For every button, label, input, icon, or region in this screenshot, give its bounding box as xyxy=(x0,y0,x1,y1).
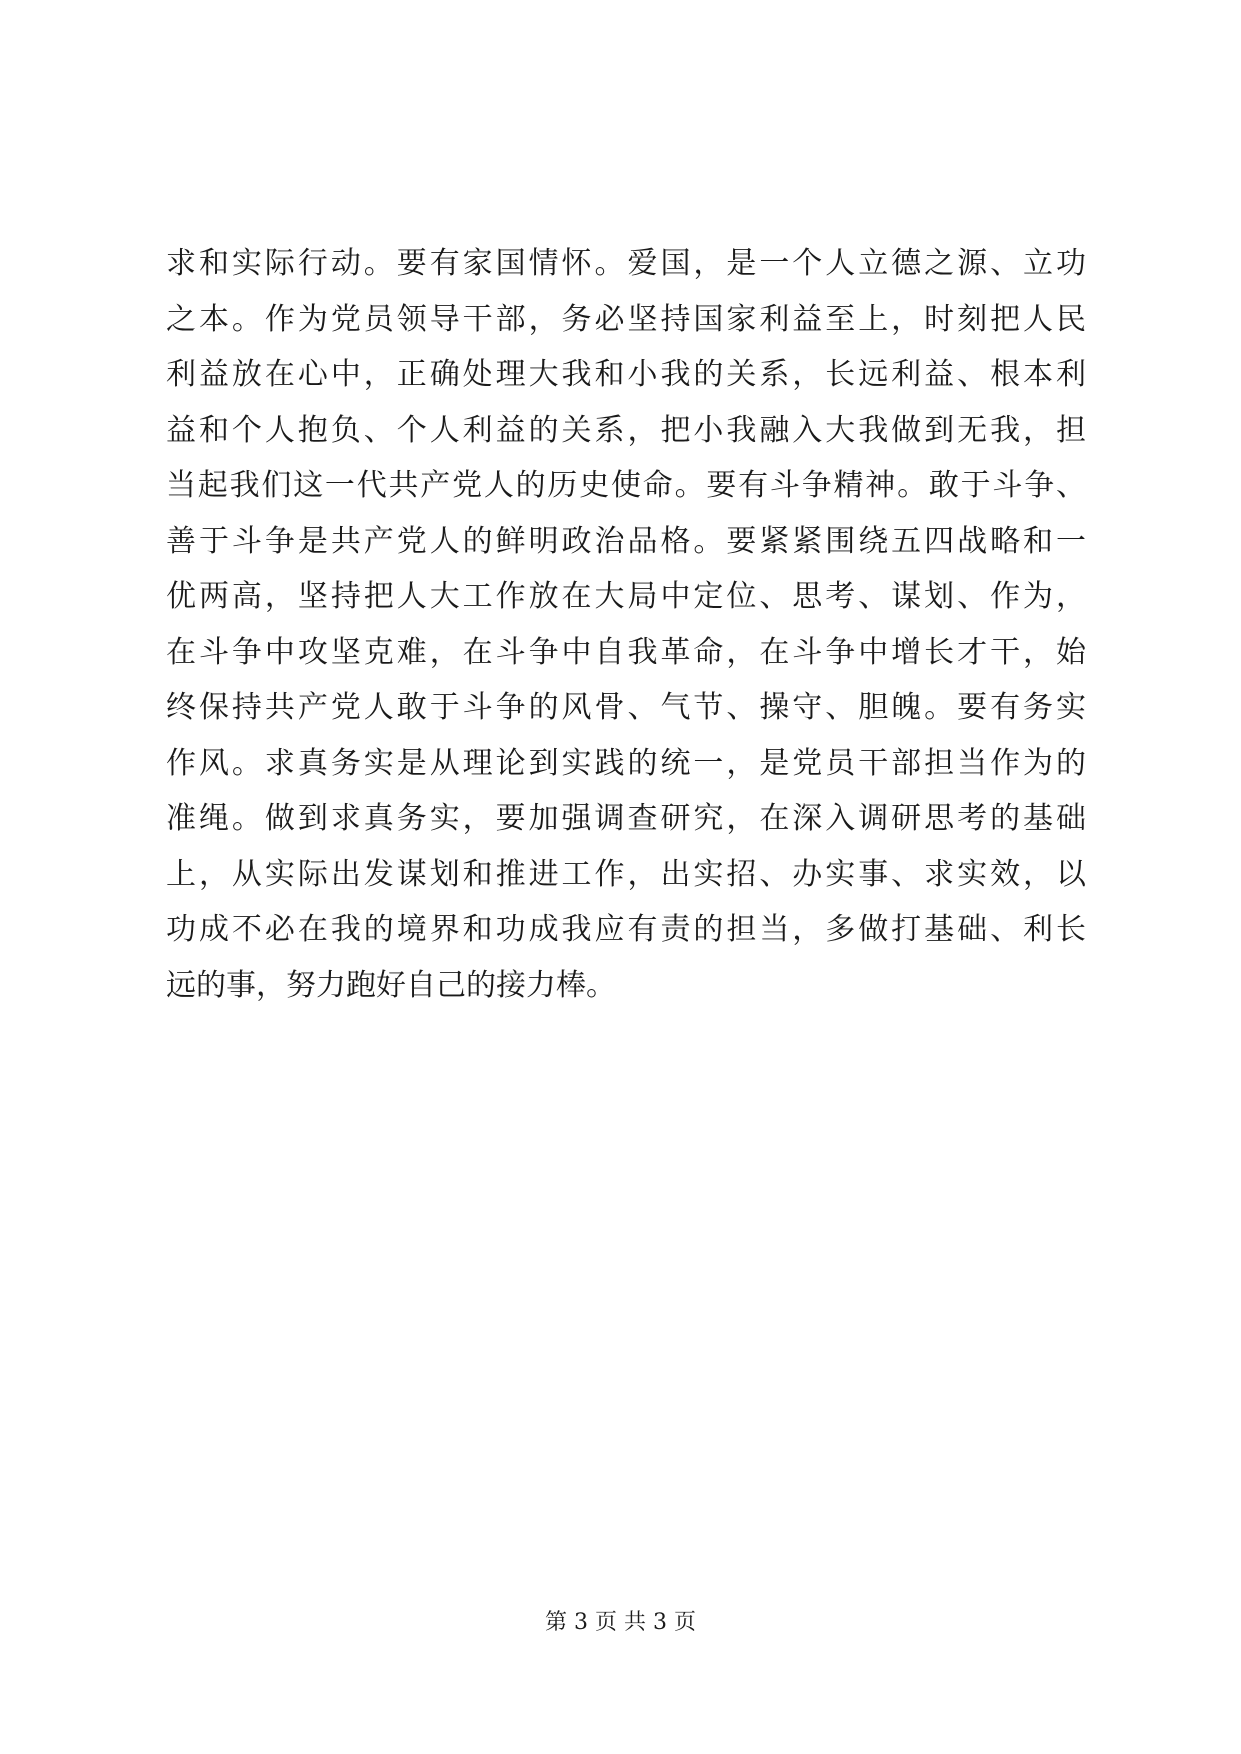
text-line-14: 远的事，努力跑好自己的接力棒。 xyxy=(166,967,616,1003)
text-line-7: 优两高，坚持把人大工作放在大局中定位、思考、谋划、作为， xyxy=(166,579,1086,614)
text-line-4: 益和个人抱负、个人利益的关系，把小我融入大我做到无我，担 xyxy=(166,412,1086,448)
page-number-label: 第 3 页 共 3 页 xyxy=(545,1610,696,1635)
text-line-10: 作风。求真务实是从理论到实践的统一，是党员干部担当作为的 xyxy=(166,745,1086,781)
text-line-6: 善于斗争是共产党人的鲜明政治品格。要紧紧围绕五四战略和一 xyxy=(166,523,1086,559)
text-line-3: 利益放在心中，正确处理大我和小我的关系，长远利益、根本利 xyxy=(166,357,1086,392)
page-footer xyxy=(0,1608,1241,1638)
body-paragraph xyxy=(166,236,1086,1013)
text-line-12: 上，从实际出发谋划和推进工作，出实招、办实事、求实效，以 xyxy=(166,856,1086,892)
text-line-11: 准绳。做到求真务实，要加强调查研究，在深入调研思考的基础 xyxy=(166,801,1086,836)
text-line-13: 功成不必在我的境界和功成我应有责的担当，多做打基础、利长 xyxy=(166,912,1086,947)
text-line-8: 在斗争中攻坚克难，在斗争中自我革命，在斗争中增长才干，始 xyxy=(166,634,1086,670)
text-line-1: 求和实际行动。要有家国情怀。爱国，是一个人立德之源、立功 xyxy=(166,246,1086,281)
text-line-2: 之本。作为党员领导干部，务必坚持国家利益至上，时刻把人民 xyxy=(166,301,1086,337)
text-line-9: 终保持共产党人敢于斗争的风骨、气节、操守、胆魄。要有务实 xyxy=(166,690,1086,725)
text-line-5: 当起我们这一代共产党人的历史使命。要有斗争精神。敢于斗争、 xyxy=(166,468,1086,503)
